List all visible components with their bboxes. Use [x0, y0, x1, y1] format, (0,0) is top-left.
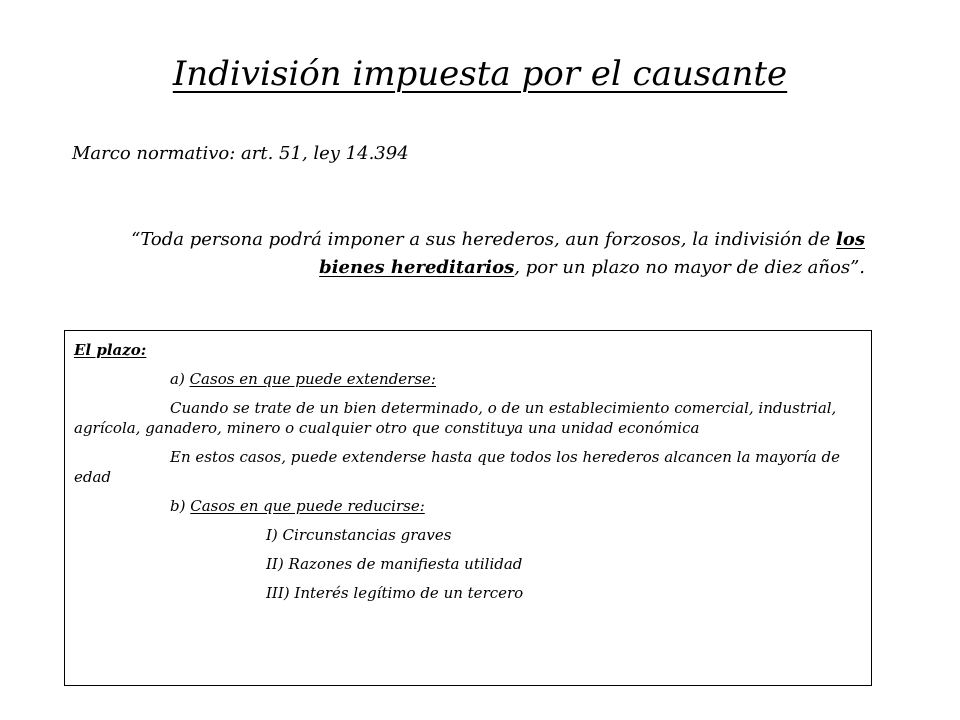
section-a: [74, 369, 863, 389]
section-a-label: Casos en que puede extenderse:: [189, 370, 436, 388]
term-heading-text: El plazo:: [74, 341, 147, 359]
page-title: [0, 52, 960, 96]
extension-paragraph-2: En estos casos, puede extenderse hasta que todos los herederos alcancen la mayoría de edad: [74, 448, 840, 486]
page-title-text: Indivisión impuesta por el causante: [172, 54, 788, 94]
quote-text-after: , por un plazo no mayor de diez años”.: [514, 257, 865, 278]
term-box-heading: [74, 340, 863, 360]
reduction-item-2: II) Razones de manifiesta utilidad: [266, 555, 523, 573]
legal-quote: [60, 226, 865, 282]
reduction-item-1: I) Circunstancias graves: [266, 526, 452, 544]
section-b-prefix: b): [170, 497, 191, 515]
section-b-label: Casos en que puede reducirse:: [190, 497, 425, 515]
quote-text-before: “Toda persona podrá imponer a sus herederos, aun forzosos, la indivisión de: [131, 229, 837, 250]
quote-emphasis: los bienes hereditarios: [319, 229, 865, 278]
term-box: [64, 330, 872, 686]
extension-paragraph-1: Cuando se trate de un bien determinado, o de un establecimiento comercial, industrial, agrícola, ganadero, minero o cualquier otro que constituya una unidad económica: [74, 399, 837, 437]
normative-framework: Marco normativo: art. 51, ley 14.394: [72, 143, 409, 164]
section-b: [74, 496, 863, 516]
reduction-item-3: III) Interés legítimo de un tercero: [266, 584, 524, 602]
section-a-prefix: a): [170, 370, 190, 388]
